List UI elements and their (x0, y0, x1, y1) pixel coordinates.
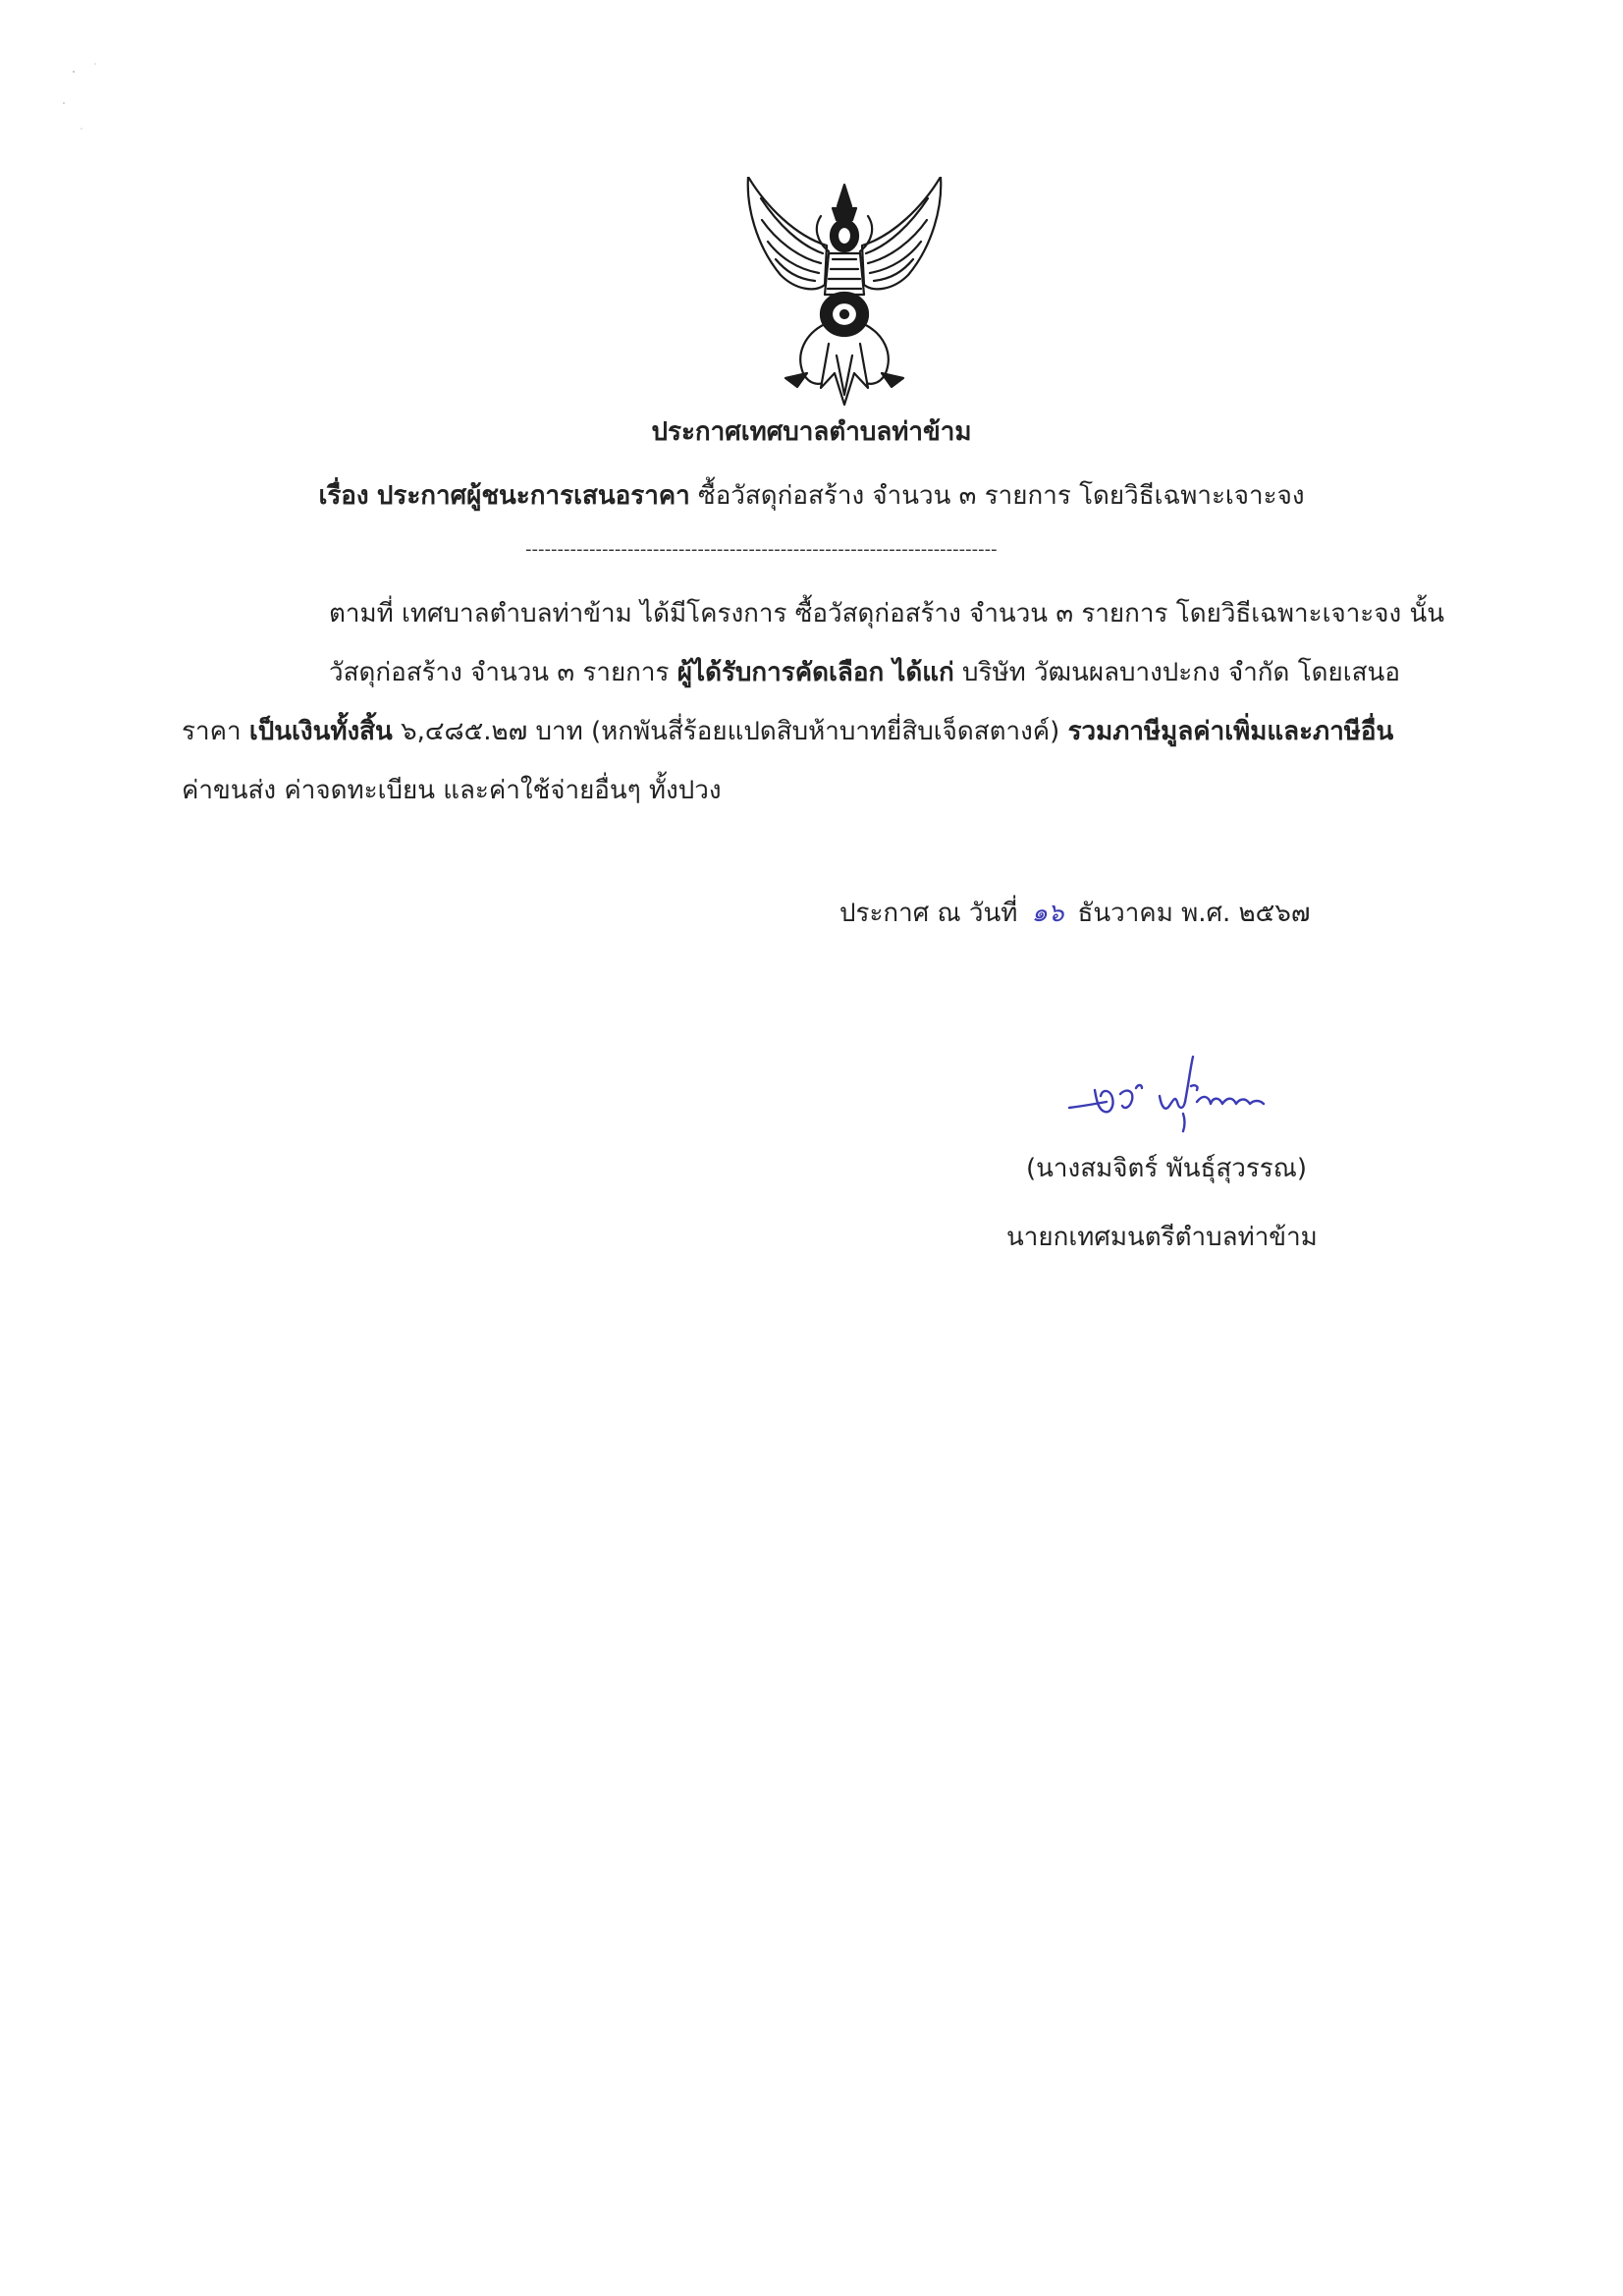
subject-text: ซื้อวัสดุก่อสร้าง จำนวน ๓ รายการ โดยวิธีเฉพาะเจาะจง (698, 481, 1305, 511)
offer-prefix: โดยเสนอ (1297, 658, 1400, 687)
selected-label: ผู้ได้รับการคัดเลือก ได้แก่ (676, 658, 954, 687)
signer-position: นายกเทศมนตรีตำบลท่าข้าม (1006, 1223, 1318, 1252)
announcement-subject (0, 476, 1623, 516)
tax-note: รวมภาษีมูลค่าเพิ่มและภาษีอื่น (1067, 717, 1394, 746)
price-label: ราคา (182, 717, 242, 746)
garuda-emblem-icon (727, 177, 962, 412)
signer-name: (นางสมจิตร์ พันธุ์สุวรรณ) (1026, 1154, 1308, 1183)
body-line-4: ค่าขนส่ง ค่าจดทะเบียน และค่าใช้จ่ายอื่นๆ ทั้งปวง (182, 776, 722, 805)
separator-line: -------------------------------------------------------------------------- (525, 539, 998, 560)
announcement-date (839, 894, 1310, 933)
date-month-year: ธันวาคม พ.ศ. ๒๕๖๗ (1077, 899, 1311, 928)
date-prefix: ประกาศ ณ วันที่ (839, 899, 1018, 928)
item-description: วัสดุก่อสร้าง จำนวน ๓ รายการ (329, 658, 670, 687)
subject-heading: ประกาศผู้ชนะการเสนอราคา (376, 481, 690, 511)
subject-label: เรื่อง (318, 481, 369, 511)
total-amount: ๖,๔๘๕.๒๗ บาท (หกพันสี่ร้อยแปดสิบห้าบาทยี่สิบเจ็ดสตางค์) (401, 717, 1060, 746)
handwritten-signature (1065, 1051, 1301, 1139)
total-amount-label: เป็นเงินทั้งสิ้น (248, 717, 393, 746)
scan-speck-marks (54, 54, 152, 142)
date-day-handwritten: ๑๖ (1031, 899, 1064, 928)
body-line-3 (182, 712, 1393, 751)
body-line-2 (329, 653, 1400, 692)
body-line-1: ตามที่ เทศบาลตำบลท่าข้าม ได้มีโครงการ ซื้อวัสดุก่อสร้าง จำนวน ๓ รายการ โดยวิธีเฉพาะเจาะจง นั้น (329, 599, 1445, 629)
winner-company: บริษัท วัฒนผลบางปะกง จำกัด (961, 658, 1290, 687)
announcement-title: ประกาศเทศบาลตำบลท่าข้าม (651, 417, 972, 447)
